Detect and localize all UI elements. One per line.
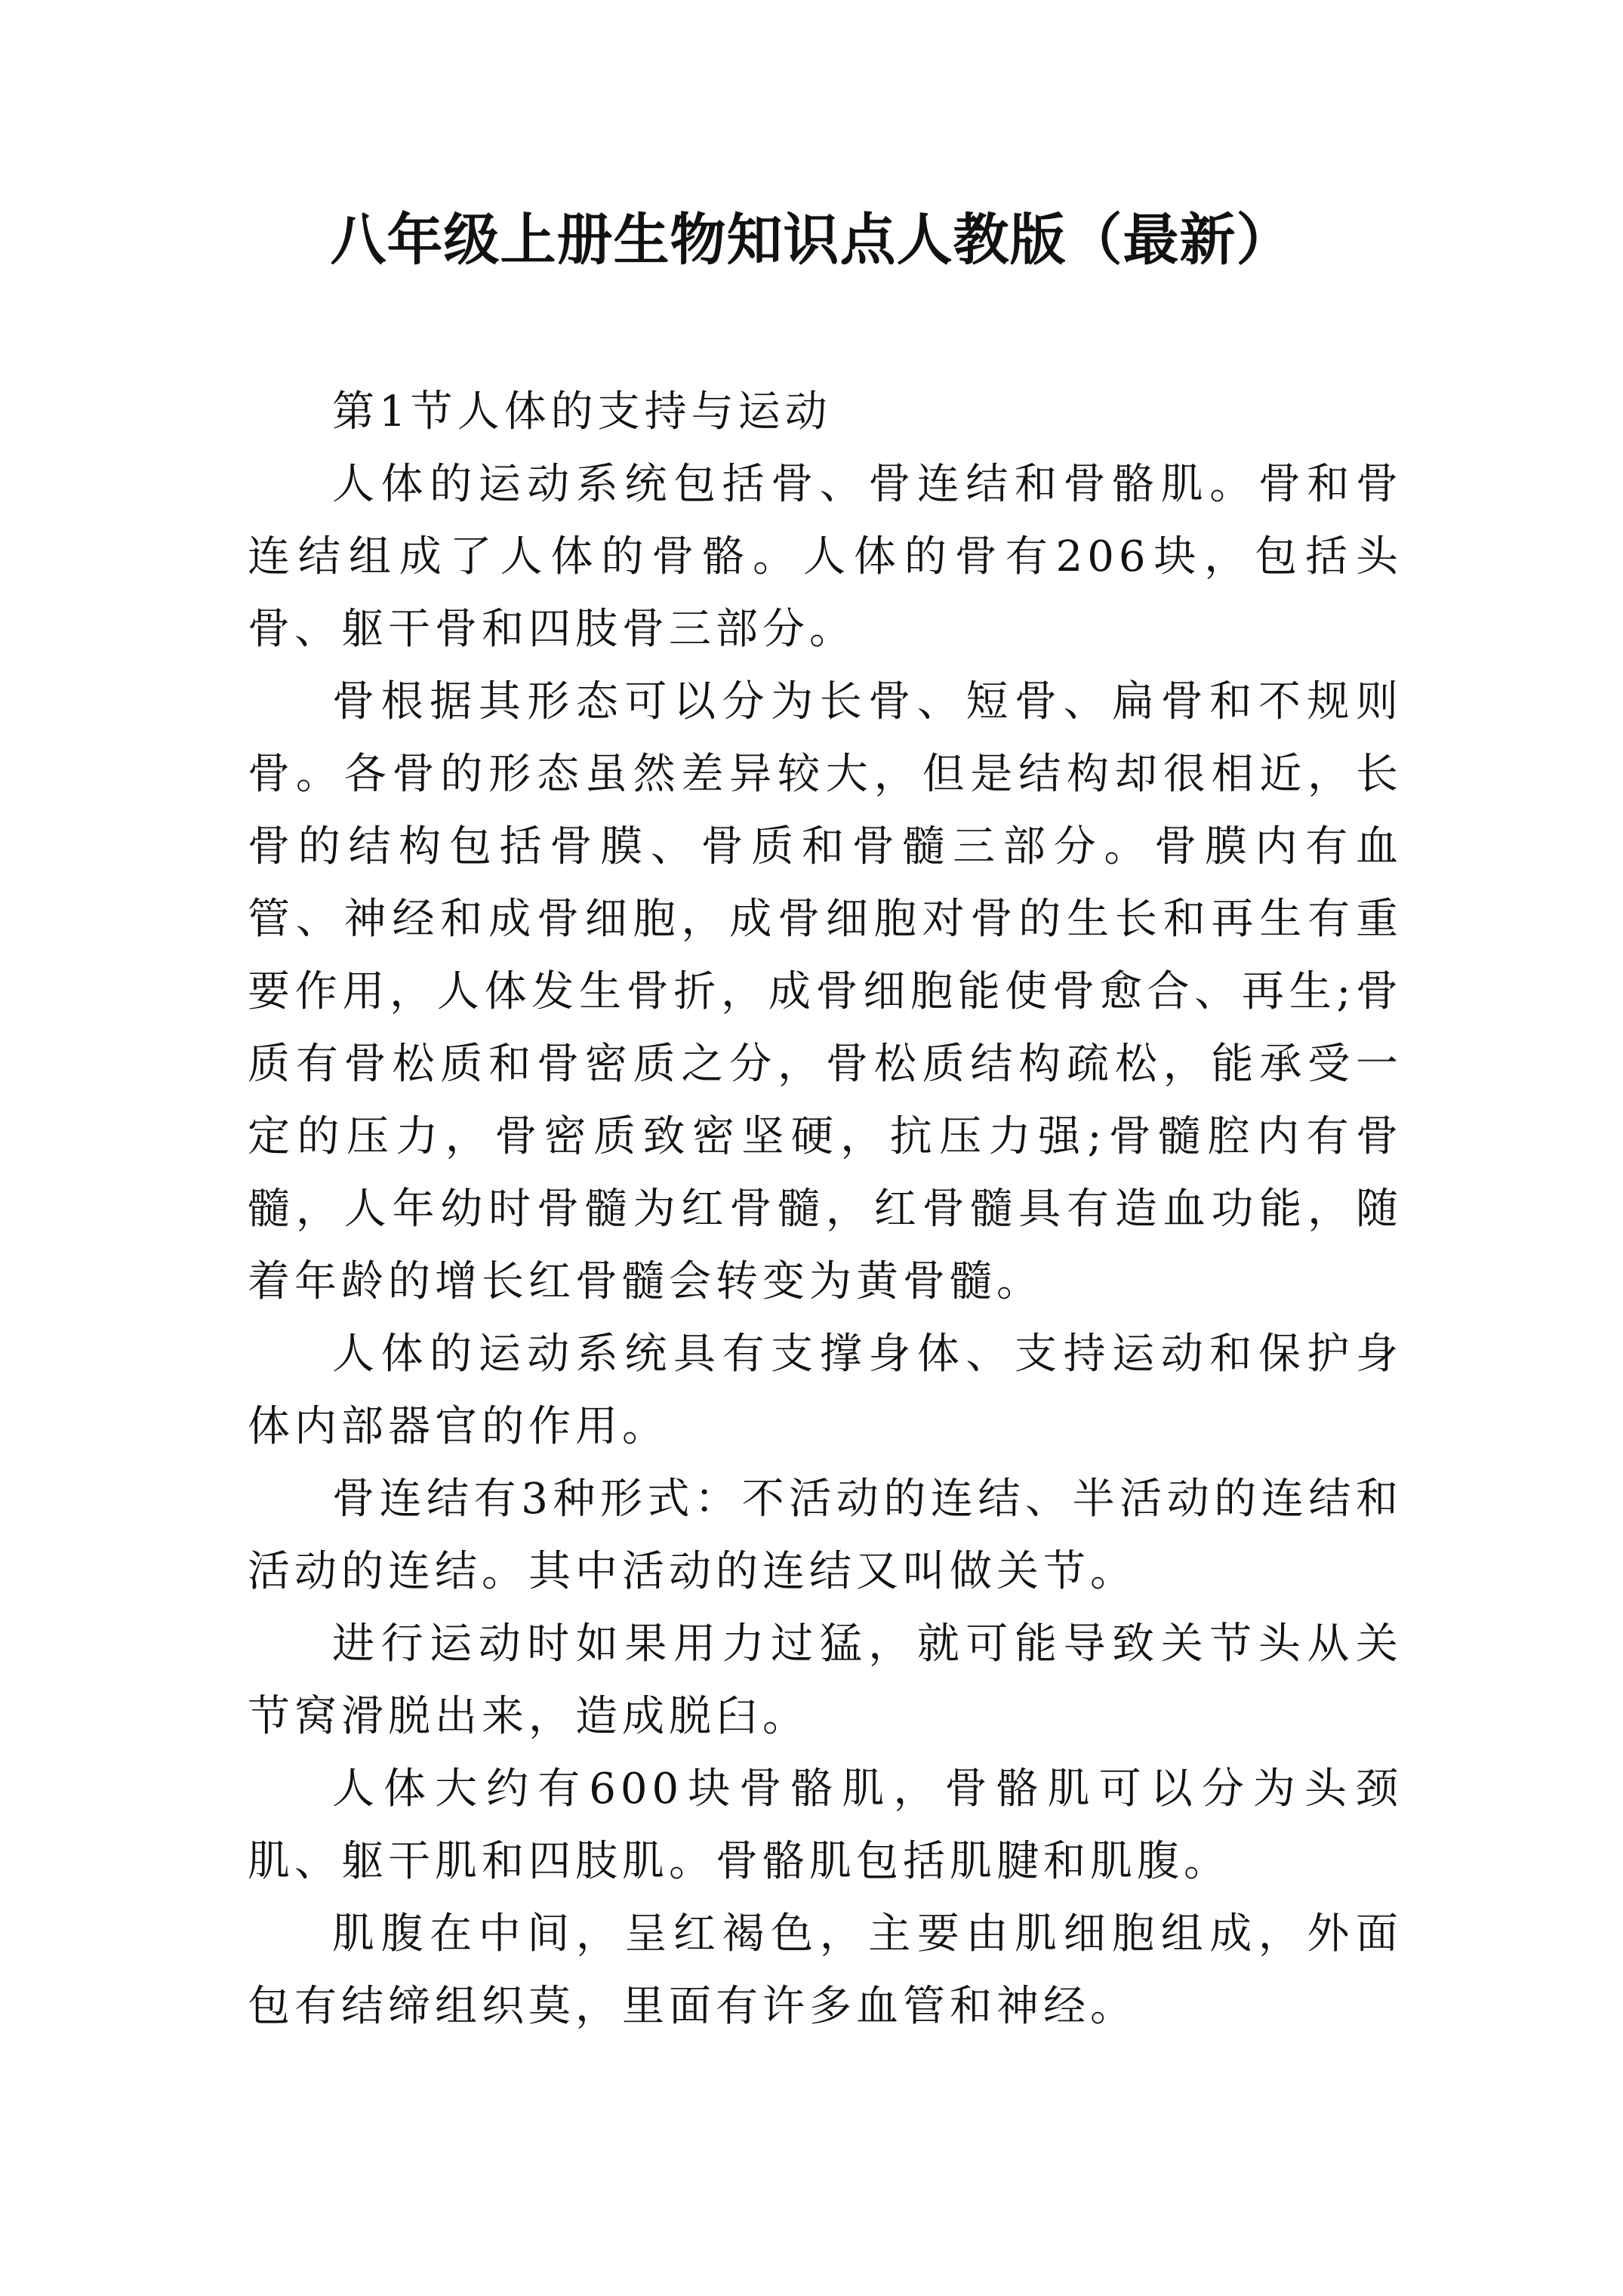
section-heading: 第1节人体的支持与运动: [332, 387, 832, 436]
paragraph-bone-joints: 骨连结有3种形式：不活动的连结、半活动的连结和活动的连结。其中活动的连结又叫做关节。: [248, 1475, 1403, 1596]
document-body: [248, 376, 1403, 2043]
paragraph-skeletal-muscle: 人体大约有600块骨骼肌，骨骼肌可以分为头颈肌、躯干肌和四肢肌。骨骼肌包括肌腱和肌腹。: [248, 1764, 1403, 1886]
paragraph-motor-function: 人体的运动系统具有支撑身体、支持运动和保护身体内部器官的作用。: [248, 1330, 1403, 1451]
paragraph-bone-structure: 骨根据其形态可以分为长骨、短骨、扁骨和不规则骨。各骨的形态虽然差异较大，但是结构却很相近，长骨的结构包括骨膜、骨质和骨髓三部分。骨膜内有血管、神经和成骨细胞，成骨细胞对骨的生长和再生有重要作用，人体发生骨折，成骨细胞能使骨愈合、再生;骨质有骨松质和骨密质之分，骨松质结构疏松，能承受一定的压力，骨密质致密坚硬，抗压力强;骨髓腔内有骨髓，人年幼时骨髓为红骨髓，红骨髓具有造血功能，随着年龄的增长红骨髓会转变为黄骨髓。: [248, 677, 1403, 1306]
paragraph-muscle-belly: 肌腹在中间，呈红褐色，主要由肌细胞组成，外面包有结缔组织莫，里面有许多血管和神经。: [248, 1909, 1403, 2031]
document-title: 八年级上册生物知识点人教版（最新）: [330, 208, 1293, 273]
paragraph-motor-system: 人体的运动系统包括骨、骨连结和骨骼肌。骨和骨连结组成了人体的骨骼。人体的骨有206块，包括头骨、躯干骨和四肢骨三部分。: [248, 460, 1403, 654]
paragraph-dislocation: 进行运动时如果用力过猛，就可能导致关节头从关节窝滑脱出来，造成脱臼。: [248, 1620, 1403, 1741]
